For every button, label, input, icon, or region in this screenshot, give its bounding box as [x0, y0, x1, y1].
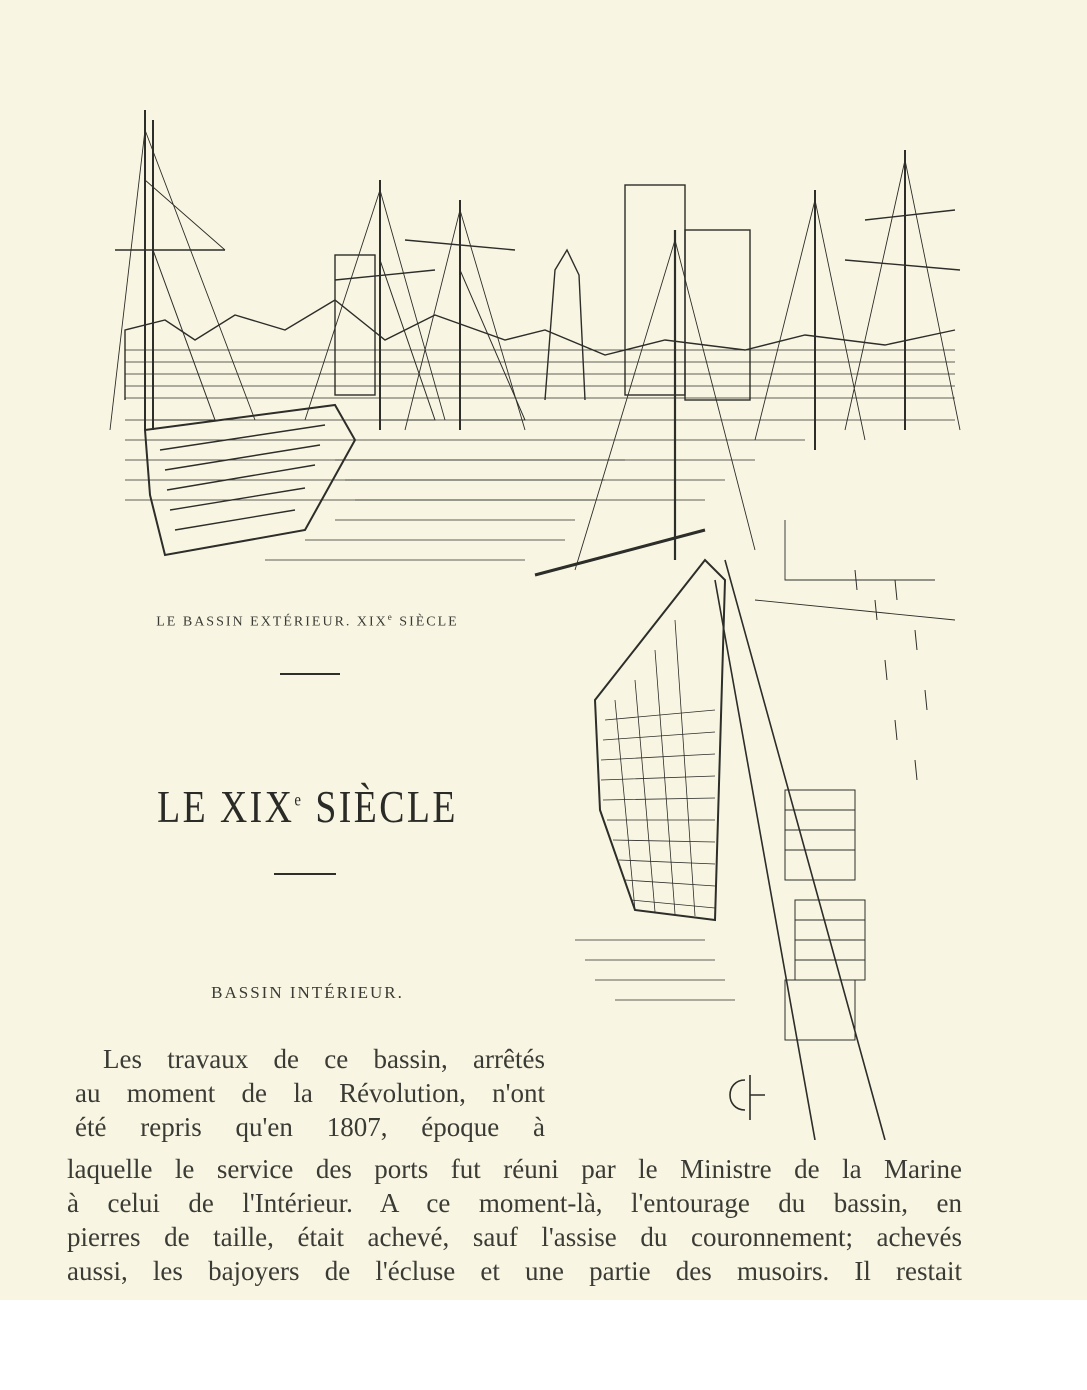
text-line: aussi, les bajoyers de l'écluse et une partie des musoirs. Il restait — [67, 1256, 962, 1286]
text-line: au moment de la Révolution, n'ont — [75, 1078, 545, 1108]
paragraph-continuation — [67, 1152, 962, 1300]
text-line: laquelle le service des ports fut réuni par le Ministre de la Marine — [67, 1154, 962, 1184]
paragraph-opening — [75, 1042, 545, 1144]
illustration-caption: LE BASSIN EXTÉRIEUR. XIXe SIÈCLE — [156, 612, 459, 630]
chapter-title: LE XIXe SIÈCLE — [157, 781, 458, 832]
divider-rule — [274, 873, 336, 875]
bottom-margin — [0, 1300, 1087, 1390]
text-line: pierres de taille, était achevé, sauf l'assise du couronnement; achevés — [67, 1222, 962, 1252]
harbour-engraving — [105, 100, 965, 590]
section-title: BASSIN INTÉRIEUR. — [211, 983, 404, 1002]
text-line: Les travaux de ce bassin, arrêtés — [103, 1044, 545, 1074]
quay-engraving — [555, 520, 955, 1140]
text-line: à celui de l'Intérieur. A ce moment-là, l'entourage du bassin, en — [67, 1188, 962, 1218]
divider-rule — [280, 673, 340, 675]
text-line: été repris qu'en 1807, époque à — [75, 1112, 545, 1142]
